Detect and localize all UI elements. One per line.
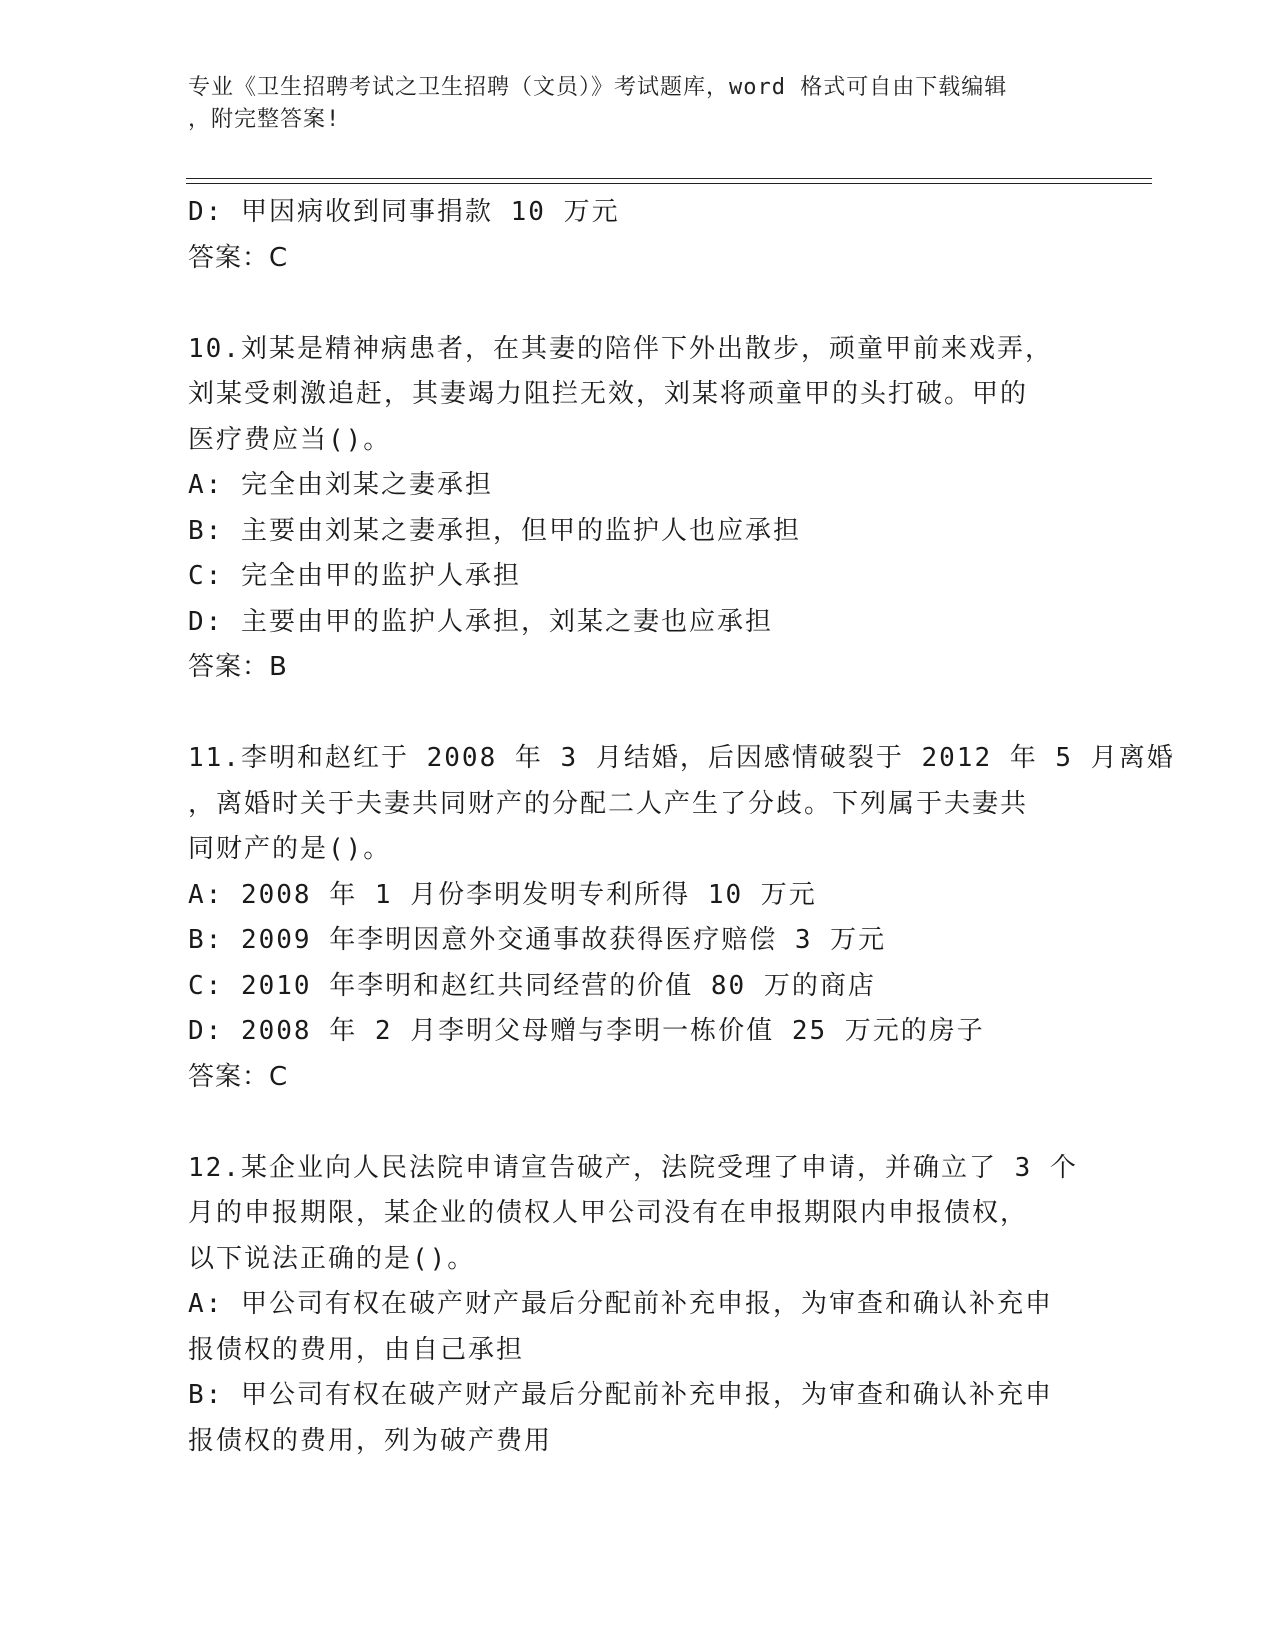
question-11-answer: 答案：C [188,1061,289,1092]
question-10-option-d: D: 主要由甲的监护人承担，刘某之妻也应承担 [188,606,773,637]
question-11 [188,736,1175,1100]
question-11-option-a: A: 2008 年 1 月份李明发明专利所得 10 万元 [188,879,817,910]
question-10-stem-line-1: 10.刘某是精神病患者，在其妻的陪伴下外出散步，顽童甲前来戏弄， [188,333,1053,364]
question-11-stem-line-1: 11.李明和赵红于 2008 年 3 月结婚，后因感情破裂于 2012 年 5 月离婚 [188,743,1175,773]
question-9-option-d: D: 甲因病收到同事捐款 10 万元 [188,197,620,227]
question-11-option-d: D: 2008 年 2 月李明父母赠与李明一栋价值 25 万元的房子 [188,1016,985,1046]
question-10-option-b: B: 主要由刘某之妻承担，但甲的监护人也应承担 [188,515,801,546]
question-10-option-a: A: 完全由刘某之妻承担 [188,470,493,500]
question-12-option-b-line-1: B: 甲公司有权在破产财产最后分配前补充申报，为审查和确认补充申 [188,1380,1053,1410]
header-divider-bottom [186,183,1152,184]
question-12-stem-line-3: 以下说法正确的是()。 [188,1243,476,1274]
question-12-option-a-line-1: A: 甲公司有权在破产财产最后分配前补充申报，为审查和确认补充申 [188,1289,1053,1319]
question-10-option-c: C: 完全由甲的监护人承担 [188,561,521,591]
question-10-stem-line-3: 医疗费应当()。 [188,424,392,455]
question-11-stem-line-3: 同财产的是()。 [188,834,392,864]
header-title-line-1: 专业《卫生招聘考试之卫生招聘（文员）》考试题库，word 格式可自由下载编辑 [188,75,1008,100]
question-12 [188,1146,1088,1465]
header-title-line-2: ，附完整答案! [188,107,341,132]
question-list [188,190,1175,1464]
document-header [188,72,1088,136]
question-9-answer: 答案：C [188,242,289,273]
question-11-option-b: B: 2009 年李明因意外交通事故获得医疗赔偿 3 万元 [188,925,887,955]
header-divider-top [186,178,1152,179]
spacer [188,691,1088,737]
question-10-stem-line-2: 刘某受刺激追赶，其妻竭力阻拦无效，刘某将顽童甲的头打破。甲的 [188,379,1029,409]
question-12-stem-line-2: 月的申报期限，某企业的债权人甲公司没有在申报期限内申报债权， [188,1198,1029,1228]
spacer [188,281,1088,327]
question-11-option-c: C: 2010 年李明和赵红共同经营的价值 80 万的商店 [188,970,876,1001]
question-12-stem-line-1: 12.某企业向人民法院申请宣告破产，法院受理了申请，并确立了 3 个 [188,1152,1078,1183]
question-11-stem-line-2: ，离婚时关于夫妻共同财产的分配二人产生了分歧。下列属于夫妻共 [188,788,1029,819]
question-10-answer: 答案：B [188,652,288,682]
question-12-option-a-line-2: 报债权的费用，由自己承担 [188,1334,525,1365]
question-10 [188,327,1088,691]
question-12-option-b-line-2: 报债权的费用，列为破产费用 [188,1425,553,1456]
spacer [188,1100,1088,1146]
